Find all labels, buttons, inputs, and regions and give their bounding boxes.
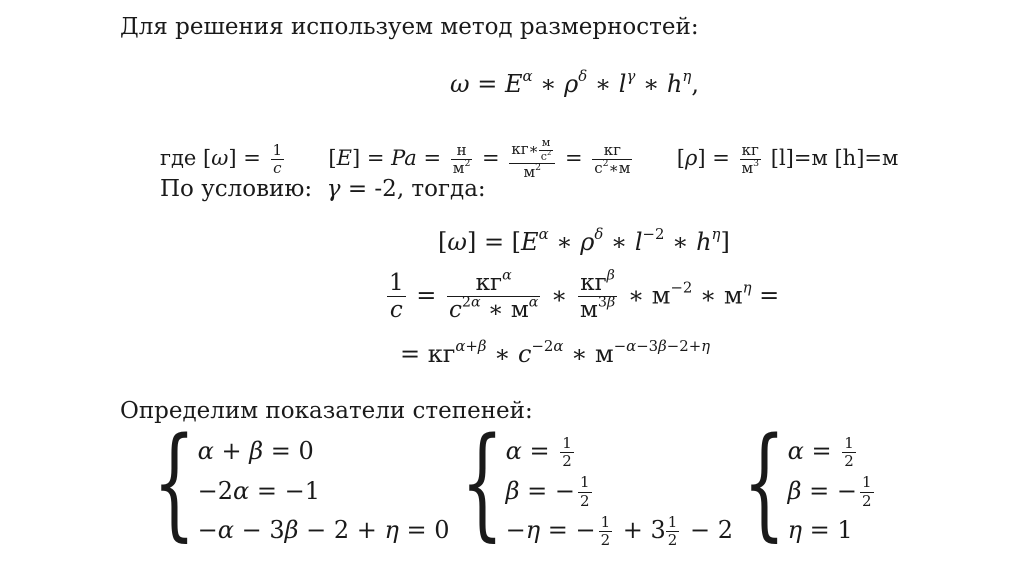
system-1-row-3: −α − 3β − 2 + η = 0 <box>197 516 450 544</box>
main-formula: $\omega = E^\alpha$ ∗ $\rho^\delta$ ∗ $l^\gamma$ ∗ $h^\eta$, <box>450 66 699 98</box>
system-2-row-2: β = − $\frac{1}{2}$ <box>505 473 590 510</box>
system-3-row-3: η = 1 <box>787 516 853 544</box>
exponents-title: Определим показатели степеней: <box>120 398 533 424</box>
system-3-row-2: β = − $\frac{1}{2}$ <box>787 473 872 510</box>
dim-equation-2: $\frac{1}{c}$ = $\frac{кг^\alpha}{c^{2\alpha} ∗ м^\alpha}$ ∗ $\frac{кг^\beta}{м^{3\beta}}$ ∗ $м^{-2}$ ∗ $м^\eta$ = <box>389 267 780 324</box>
system-2-row-3: −η = − $\frac{1}{2}$ + 3 $\frac{1}{2}$ − 2 <box>505 512 733 549</box>
system-3-row-1: α = $\frac{1}{2}$ <box>787 433 854 470</box>
dim-equation-1: $[\omega] = [E^\alpha$ ∗ $\rho^\delta$ ∗ $l^{-2}$ ∗ $h^\eta$] <box>438 224 730 256</box>
system-1-row-2: −2α = −1 <box>197 476 320 505</box>
system-2 <box>426 411 733 553</box>
where-label: где <box>160 145 197 170</box>
units-line: где [ω] = $\frac{1}{c}$ [E] = Pa = $\frac{н}{м^2}$ = кг∗ $\frac{м}{с^2}$ $м^2$ = $\frac{кг}{с^2∗м}$ [ρ] = $\frac{кг}{м^3}$ [l]=м [h]=м <box>160 136 899 182</box>
condition-text: По условию: γ = -2, тогда: <box>160 176 486 202</box>
system-2-row-1: α = $\frac{1}{2}$ <box>505 433 572 470</box>
left-brace-icon: { <box>152 411 196 553</box>
system-1-row-1: α + β = 0 <box>197 437 314 465</box>
dim-equation-3: = $кг^{\alpha+\beta}$ ∗ $c^{-2\alpha}$ ∗ $м^{-\alpha-3\beta-2+\eta}$ <box>400 336 711 368</box>
left-brace-icon: { <box>460 411 504 553</box>
system-3 <box>708 411 877 553</box>
system-1 <box>118 411 450 553</box>
left-brace-icon: { <box>742 411 786 553</box>
intro-text: Для решения используем метод размерностей: <box>120 14 699 40</box>
